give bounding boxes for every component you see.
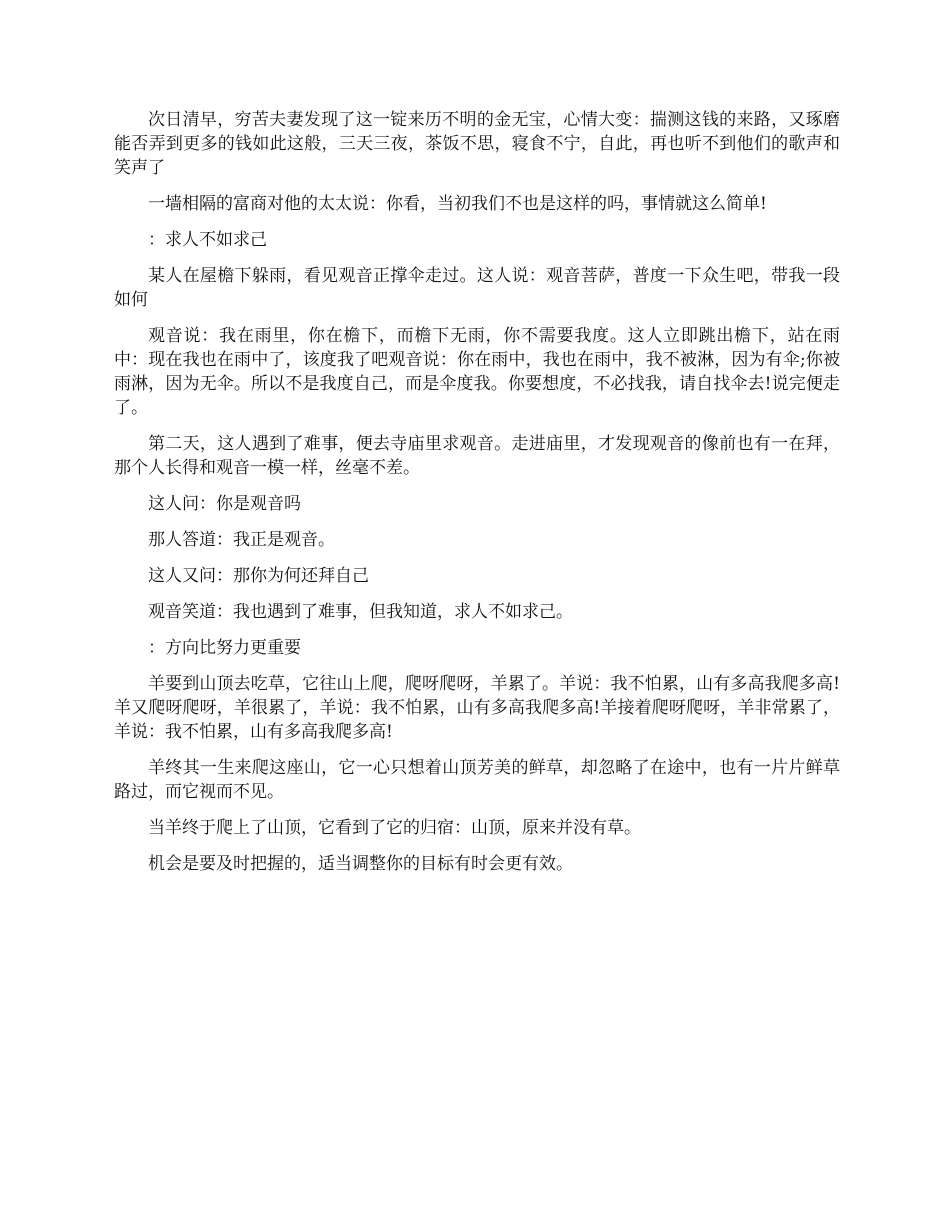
paragraph-8: 这人又问：那你为何还拜自己: [148, 566, 369, 586]
paragraph-1: 次日清早，穷苦夫妻发现了这一锭来历不明的金无宝，心情大变：揣测这钱的来路，又琢磨能否弄到更多的钱如此这般，三天三夜，茶饭不思，寝食不宁，自此，再也听不到他们的歌声和笑声了: [114, 110, 840, 178]
paragraph-12: 当羊终于爬上了山顶，它看到了它的归宿：山顶，原来并没有草。: [148, 818, 641, 838]
paragraph-3: 某人在屋檐下躲雨，看见观音正撑伞走过。这人说：观音菩萨，普度一下众生吧，带我一段如何: [114, 266, 840, 310]
paragraph-5: 第二天，这人遇到了难事，便去寺庙里求观音。走进庙里，才发现观音的像前也有一在拜，那个人长得和观音一模一样，丝毫不差。: [114, 434, 840, 478]
section-heading-2: ：方向比努力更重要: [148, 638, 301, 658]
paragraph-2: 一墙相隔的富商对他的太太说：你看，当初我们不也是这样的吗，事情就这么简单!: [148, 194, 767, 214]
paragraph-6: 这人问：你是观音吗: [148, 494, 301, 514]
paragraph-9: 观音笑道：我也遇到了难事，但我知道，求人不如求己。: [148, 602, 573, 622]
paragraph-10: 羊要到山顶去吃草，它往山上爬，爬呀爬呀，羊累了。羊说：我不怕累，山有多高我爬多高!羊又爬呀爬呀，羊很累了，羊说：我不怕累，山有多高我爬多高!羊接着爬呀爬呀，羊非常累了，羊说：我不怕累，山有多高我爬多高!: [114, 674, 840, 742]
paragraph-4: 观音说：我在雨里，你在檐下，而檐下无雨，你不需要我度。这人立即跳出檐下，站在雨中：现在我也在雨中了，该度我了吧观音说：你在雨中，我也在雨中，我不被淋，因为有伞;你被雨淋，因为无伞。所以不是我度自己，而是伞度我。你要想度，不必找我，请自找伞去!说完便走了。: [114, 326, 840, 418]
paragraph-11: 羊终其一生来爬这座山，它一心只想着山顶芳美的鲜草，却忽略了在途中，也有一片片鲜草路过，而它视而不见。: [114, 758, 840, 802]
paragraph-13: 机会是要及时把握的，适当调整你的目标有时会更有效。: [148, 854, 573, 874]
paragraph-7: 那人答道：我正是观音。: [148, 530, 335, 550]
document-page: [114, 108, 840, 888]
section-heading-1: ：求人不如求己: [148, 230, 267, 250]
